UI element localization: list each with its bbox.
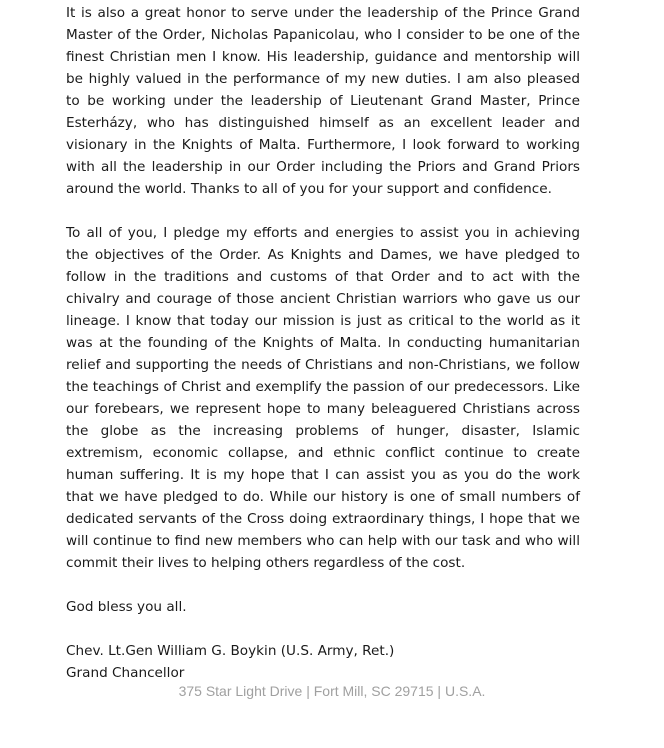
footer-address: 375 Star Light Drive | Fort Mill, SC 29715 | U.S.A. — [178, 683, 486, 699]
paragraph-spacer — [66, 574, 580, 596]
signature-name: Chev. Lt.Gen William G. Boykin (U.S. Army, Ret.) — [66, 643, 395, 659]
letter-body — [66, 0, 580, 684]
paragraph-pledge: To all of you, I pledge my efforts and energies to assist you in achieving the objectives of the Order. As Knights and Dames, we have pledged to follow in the traditions and customs of that Order and to act with the chivalry and courage of those ancient Christian warriors who gave us our lineage. I know that today our mission is just as critical to the world as it was at the founding of the Knights of Malta. In conducting humanitarian relief and supporting the needs of Christians and non-Christians, we follow the teachings of Christ and exemplify the passion of our predecessors. Like our forebears, we represent hope to many beleaguered Christians across the globe as the increasing problems of hunger, disaster, Islamic extremism, economic collapse, and ethnic conflict continue to create human suffering. It is my hope that I can assist you as you do the work that we have pledged to do. While our history is one of small numbers of dedicated servants of the Cross doing extraordinary things, I hope that we will continue to find new members who can help with our task and who will commit their lives to helping others regardless of the cost. — [66, 225, 580, 571]
closing-line: God bless you all. — [66, 599, 187, 615]
paragraph-spacer — [66, 200, 580, 222]
paragraph-honor: It is also a great honor to serve under the leadership of the Prince Grand Master of the Order, Nicholas Papanicolau, who I consider to be one of the finest Christian men I know. His leadership, guidance and mentorship will be highly valued in the performance of my new duties. I am also pleased to be working under the leadership of Lieutenant Grand Master, Prince Esterházy, who has distinguished himself as an excellent leader and visionary in the Knights of Malta. Furthermore, I look forward to working with all the leadership in our Order including the Priors and Grand Priors around the world. Thanks to all of you for your support and confidence. — [66, 5, 580, 197]
paragraph-spacer — [66, 618, 580, 640]
signature-title: Grand Chancellor — [66, 665, 185, 681]
